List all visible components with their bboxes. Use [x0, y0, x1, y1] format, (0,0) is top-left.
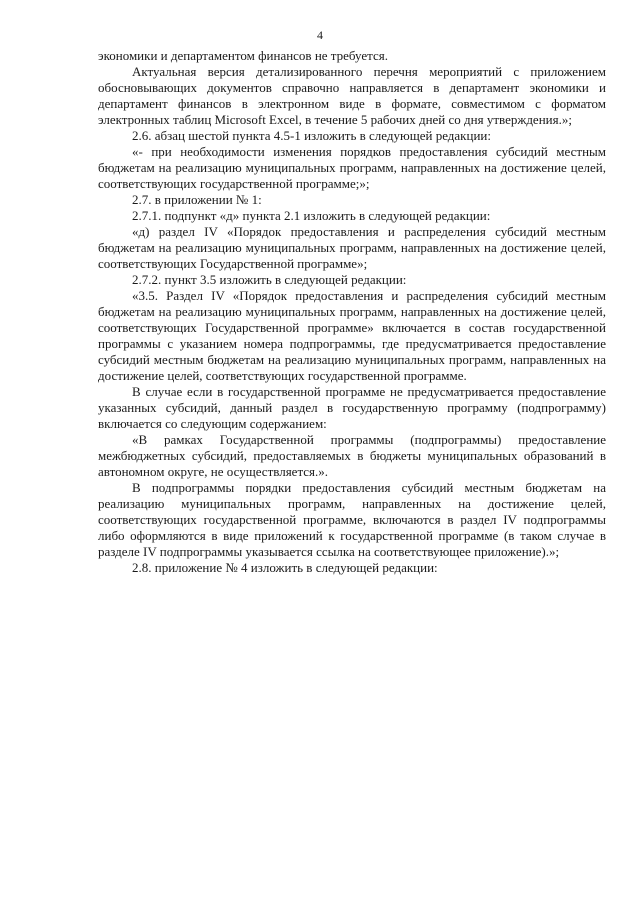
paragraph: «- при необходимости изменения порядков предоставления субсидий местным бюджетам на реализацию муниципальных программ, направленных на достижение целей, соответствующих государственной программе;»; — [98, 144, 606, 191]
paragraph: экономики и департаментом финансов не требуется. — [98, 48, 388, 63]
document-body — [98, 48, 606, 576]
paragraph: «3.5. Раздел IV «Порядок предоставления и распределения субсидий местным бюджетам на реализацию муниципальных программ, направленных на достижение целей, соответствующих Государственной программе» включается в состав государственной программы с указанием номера подпрограммы, где предусматривается предоставление субсидий местным бюджетам на реализацию муниципальных программ, направленных на достижение целей, соответствующих государственной программе. — [98, 288, 606, 383]
page-number: 4 — [317, 28, 323, 42]
paragraph: 2.6. абзац шестой пункта 4.5-1 изложить в следующей редакции: — [132, 128, 491, 143]
paragraph: «В рамках Государственной программы (подпрограммы) предоставление межбюджетных субсидий, предоставляемых в бюджеты муниципальных образований в автономном округе, не осуществляется.». — [98, 432, 606, 479]
paragraph: В подпрограммы порядки предоставления субсидий местным бюджетам на реализацию муниципальных программ, направленных на достижение целей, соответствующих государственной программе, включаются в раздел IV подпрограммы либо оформляются в виде приложений к государственной программе (в таком случае в разделе IV подпрограммы указывается ссылка на соответствующее приложение).»; — [98, 480, 606, 559]
paragraph: 2.7.1. подпункт «д» пункта 2.1 изложить в следующей редакции: — [132, 208, 491, 223]
paragraph: 2.7.2. пункт 3.5 изложить в следующей редакции: — [132, 272, 407, 287]
paragraph: Актуальная версия детализированного перечня мероприятий с приложением обосновывающих документов справочно направляется в департамент экономики и департамент финансов в электронном виде в формате, совместимом с форматом электронных таблиц Microsoft Excel, в течение 5 рабочих дней со дня утверждения.»; — [98, 64, 606, 127]
paragraph: «д) раздел IV «Порядок предоставления и распределения субсидий местным бюджетам на реализацию муниципальных программ, направленных на достижение целей, соответствующих Государственной программе»; — [98, 224, 606, 271]
paragraph: В случае если в государственной программе не предусматривается предоставление указанных субсидий, данный раздел в государственную программу (подпрограмму) включается со следующим содержанием: — [98, 384, 606, 431]
paragraph: 2.8. приложение № 4 изложить в следующей редакции: — [132, 560, 438, 575]
paragraph: 2.7. в приложении № 1: — [132, 192, 262, 207]
